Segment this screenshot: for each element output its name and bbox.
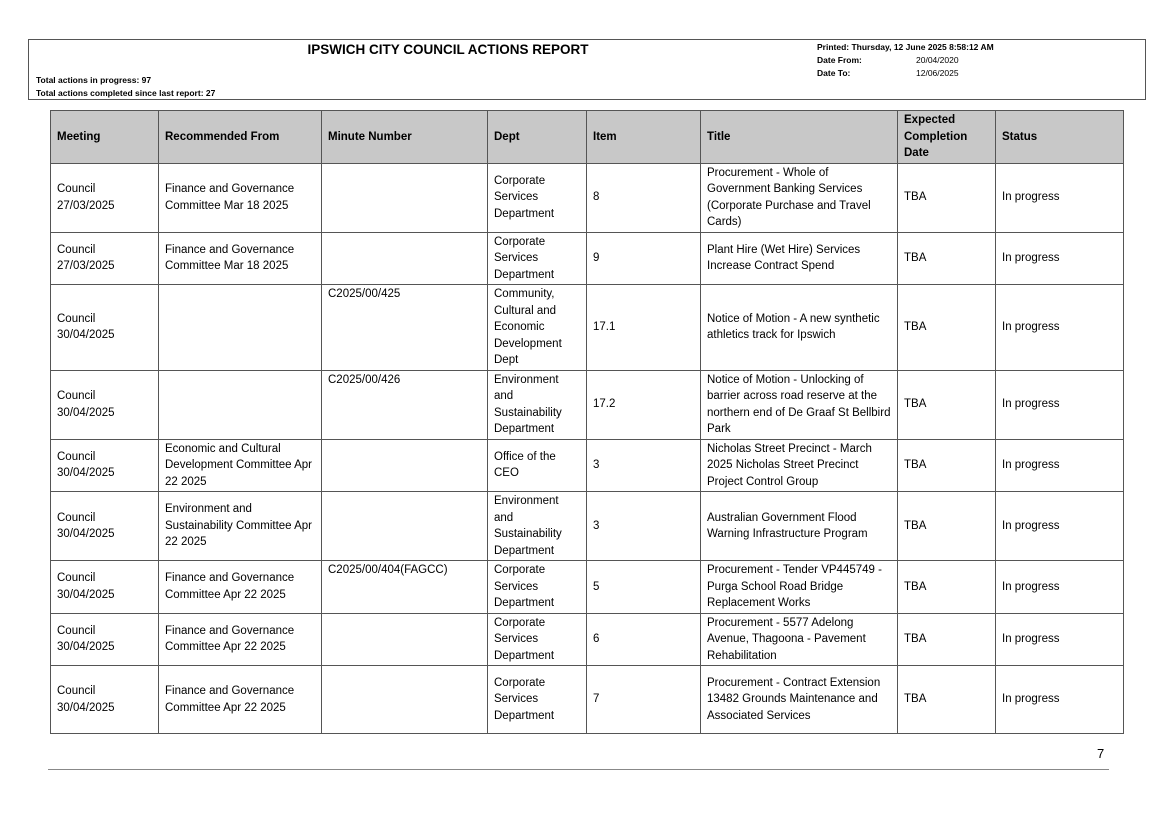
- status-cell: In progress: [996, 370, 1124, 439]
- minute-number-cell: [322, 613, 488, 666]
- table-row: [51, 613, 1124, 666]
- dept-cell: Corporate Services Department: [488, 666, 587, 734]
- table-row: [51, 163, 1124, 232]
- table-row: [51, 439, 1124, 492]
- title-cell: Australian Government Flood Warning Infrastructure Program: [701, 492, 898, 561]
- completion-date-cell: TBA: [898, 370, 996, 439]
- dept-cell: Environment and Sustainability Department: [488, 492, 587, 561]
- recommended-from-cell: Finance and Governance Committee Apr 22 2025: [159, 666, 322, 734]
- page-number: 7: [1097, 746, 1105, 761]
- dept-cell: Corporate Services Department: [488, 163, 587, 232]
- status-cell: In progress: [996, 561, 1124, 614]
- title-cell: Procurement - Contract Extension 13482 Grounds Maintenance and Associated Services: [701, 666, 898, 734]
- recommended-from-cell: Finance and Governance Committee Mar 18 2025: [159, 163, 322, 232]
- item-cell: 9: [587, 232, 701, 285]
- minute-number-cell: [322, 439, 488, 492]
- table-row: [51, 666, 1124, 734]
- item-cell: 3: [587, 492, 701, 561]
- status-cell: In progress: [996, 285, 1124, 371]
- completion-date-cell: TBA: [898, 492, 996, 561]
- recommended-from-cell: Economic and Cultural Development Committee Apr 22 2025: [159, 439, 322, 492]
- recommended-from-cell: [159, 285, 322, 371]
- meeting-cell: Council 30/04/2025: [51, 492, 159, 561]
- col-header-recommended-from: Recommended From: [159, 111, 322, 164]
- item-cell: 3: [587, 439, 701, 492]
- status-cell: In progress: [996, 613, 1124, 666]
- col-header-status: Status: [996, 111, 1124, 164]
- completion-date-cell: TBA: [898, 666, 996, 734]
- dept-cell: Corporate Services Department: [488, 613, 587, 666]
- recommended-from-cell: Finance and Governance Committee Mar 18 2025: [159, 232, 322, 285]
- dept-cell: Corporate Services Department: [488, 561, 587, 614]
- completion-date-cell: TBA: [898, 613, 996, 666]
- report-title: IPSWICH CITY COUNCIL ACTIONS REPORT: [307, 42, 589, 57]
- date-from-label: Date From:: [817, 55, 862, 65]
- meeting-cell: Council 27/03/2025: [51, 232, 159, 285]
- completion-date-cell: TBA: [898, 232, 996, 285]
- status-cell: In progress: [996, 666, 1124, 734]
- completion-date-cell: TBA: [898, 439, 996, 492]
- col-header-meeting: Meeting: [51, 111, 159, 164]
- item-cell: 8: [587, 163, 701, 232]
- title-cell: Procurement - Whole of Government Banking Services (Corporate Purchase and Travel Cards): [701, 163, 898, 232]
- item-cell: 6: [587, 613, 701, 666]
- item-cell: 17.2: [587, 370, 701, 439]
- title-cell: Plant Hire (Wet Hire) Services Increase Contract Spend: [701, 232, 898, 285]
- table-row: [51, 285, 1124, 371]
- minute-number-cell: C2025/00/426: [322, 370, 488, 439]
- title-cell: Procurement - 5577 Adelong Avenue, Thagoona - Pavement Rehabilitation: [701, 613, 898, 666]
- table-header-row: [51, 111, 1124, 164]
- completion-date-cell: TBA: [898, 285, 996, 371]
- date-to-value: 12/06/2025: [916, 68, 959, 78]
- col-header-expected-completion-date: Expected Completion Date: [898, 111, 996, 164]
- item-cell: 7: [587, 666, 701, 734]
- status-cell: In progress: [996, 439, 1124, 492]
- title-cell: Notice of Motion - A new synthetic athletics track for Ipswich: [701, 285, 898, 371]
- table-row: [51, 232, 1124, 285]
- date-from-value: 20/04/2020: [916, 55, 959, 65]
- print-info: [817, 41, 994, 80]
- recommended-from-cell: Finance and Governance Committee Apr 22 2025: [159, 561, 322, 614]
- dept-cell: Office of the CEO: [488, 439, 587, 492]
- meeting-cell: Council 30/04/2025: [51, 666, 159, 734]
- dept-cell: Community, Cultural and Economic Development Dept: [488, 285, 587, 371]
- table-row: [51, 492, 1124, 561]
- title-cell: Notice of Motion - Unlocking of barrier across road reserve at the northern end of De Graaf St Bellbird Park: [701, 370, 898, 439]
- minute-number-cell: [322, 232, 488, 285]
- date-from-row: [817, 54, 994, 67]
- completion-date-cell: TBA: [898, 163, 996, 232]
- meeting-cell: Council 30/04/2025: [51, 285, 159, 371]
- title-cell: Procurement - Tender VP445749 - Purga School Road Bridge Replacement Works: [701, 561, 898, 614]
- printed-timestamp: Printed: Thursday, 12 June 2025 8:58:12 AM: [817, 42, 994, 52]
- table-row: [51, 561, 1124, 614]
- meeting-cell: Council 30/04/2025: [51, 439, 159, 492]
- dept-cell: Corporate Services Department: [488, 232, 587, 285]
- minute-number-cell: [322, 492, 488, 561]
- title-cell: Nicholas Street Precinct - March 2025 Nicholas Street Precinct Project Control Group: [701, 439, 898, 492]
- report-header: [28, 39, 1146, 100]
- footer-divider: [48, 769, 1109, 770]
- col-header-item: Item: [587, 111, 701, 164]
- minute-number-cell: C2025/00/425: [322, 285, 488, 371]
- recommended-from-cell: Finance and Governance Committee Apr 22 2025: [159, 613, 322, 666]
- meeting-cell: Council 27/03/2025: [51, 163, 159, 232]
- minute-number-cell: [322, 163, 488, 232]
- item-cell: 5: [587, 561, 701, 614]
- date-to-row: [817, 67, 994, 80]
- meeting-cell: Council 30/04/2025: [51, 561, 159, 614]
- completion-date-cell: TBA: [898, 561, 996, 614]
- actions-table: [50, 110, 1124, 734]
- meeting-cell: Council 30/04/2025: [51, 370, 159, 439]
- col-header-title: Title: [701, 111, 898, 164]
- col-header-minute-number: Minute Number: [322, 111, 488, 164]
- recommended-from-cell: Environment and Sustainability Committee Apr 22 2025: [159, 492, 322, 561]
- date-to-label: Date To:: [817, 68, 851, 78]
- status-cell: In progress: [996, 163, 1124, 232]
- col-header-dept: Dept: [488, 111, 587, 164]
- recommended-from-cell: [159, 370, 322, 439]
- dept-cell: Environment and Sustainability Department: [488, 370, 587, 439]
- total-completed: Total actions completed since last report: 27: [36, 88, 216, 98]
- status-cell: In progress: [996, 492, 1124, 561]
- status-cell: In progress: [996, 232, 1124, 285]
- minute-number-cell: [322, 666, 488, 734]
- minute-number-cell: C2025/00/404(FAGCC): [322, 561, 488, 614]
- total-in-progress: Total actions in progress: 97: [36, 75, 152, 85]
- table-row: [51, 370, 1124, 439]
- meeting-cell: Council 30/04/2025: [51, 613, 159, 666]
- item-cell: 17.1: [587, 285, 701, 371]
